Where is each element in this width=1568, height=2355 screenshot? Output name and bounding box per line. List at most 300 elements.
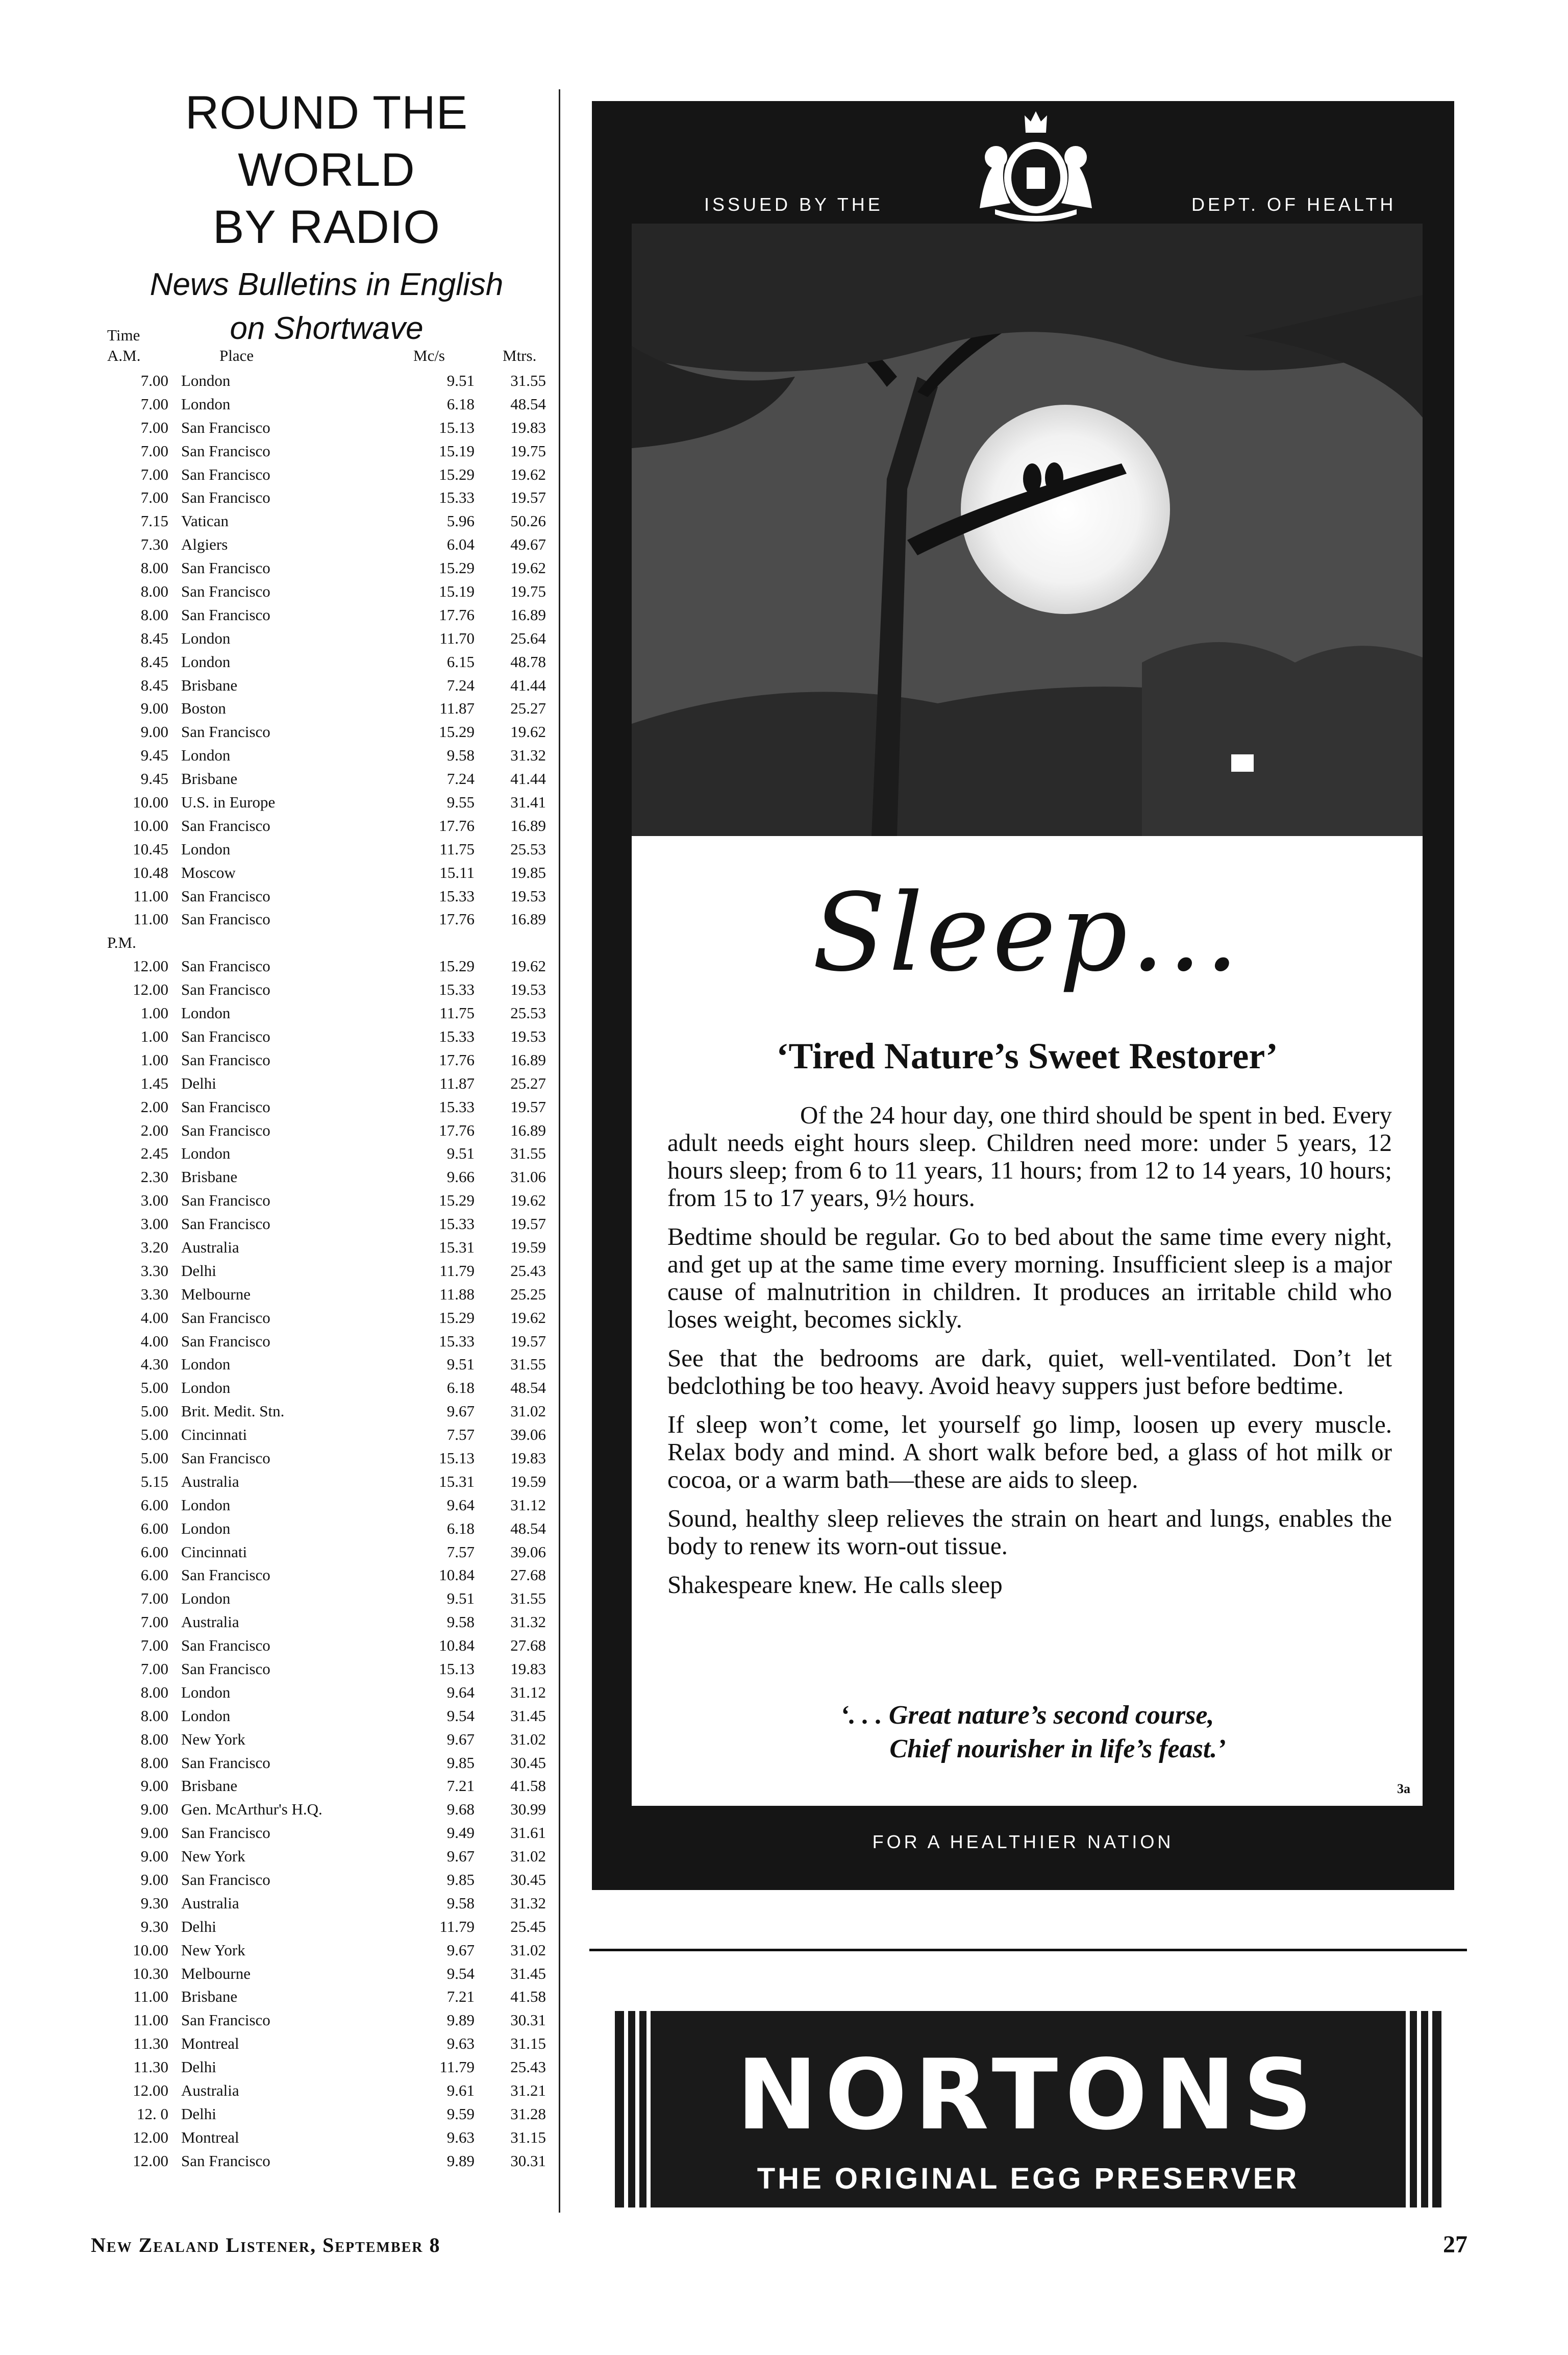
mtrs-cell: 31.02 [510,1402,546,1420]
mcs-cell: 11.70 [439,629,475,647]
time-cell: 10.00 [133,1941,168,1959]
mcs-cell: 9.68 [446,1800,475,1819]
time-cell: 5.15 [140,1472,168,1490]
place-cell: New York [181,1847,245,1866]
mcs-cell: 9.54 [446,1706,475,1725]
nortons-advert [615,2011,1441,2207]
mtrs-cell: 19.62 [510,1308,546,1327]
mtrs-cell: 31.45 [510,1706,546,1725]
table-row [107,2055,551,2079]
place-cell: San Francisco [181,1332,270,1350]
page-number: 27 [1443,2231,1467,2258]
mtrs-cell: 16.89 [510,605,546,624]
mtrs-cell: 19.53 [510,1027,546,1045]
paragraph: See that the bedrooms are dark, quiet, well-ventilated. Don’t let bedclothing be too heavy. Avoid heavy suppers just before bedtime. [667,1344,1392,1400]
place-cell: Delhi [181,2104,216,2123]
table-row [107,1704,551,1728]
mtrs-header: Mtrs. [503,347,537,364]
table-row [107,1634,551,1657]
mcs-header: Mc/s [413,347,445,364]
place-cell: Delhi [181,1261,216,1280]
nortons-brand: NORTONS [736,2039,1320,2151]
mtrs-cell: 19.57 [510,1215,546,1233]
mtrs-cell: 19.57 [510,488,546,507]
time-cell: 5.00 [140,1379,168,1397]
time-cell: 2.30 [140,1168,168,1186]
time-cell: 5.00 [140,1449,168,1467]
time-cell: 5.00 [140,1402,168,1420]
mtrs-cell: 19.85 [510,863,546,881]
place-cell: U.S. in Europe [181,793,276,812]
mcs-cell: 9.85 [446,1871,475,1888]
mcs-cell: 15.13 [439,1449,475,1467]
paragraph: Shakespeare knew. He calls sleep [667,1571,1003,1599]
mcs-cell: 15.29 [439,559,475,577]
mtrs-cell: 19.75 [510,582,546,601]
table-row [107,1048,551,1072]
mcs-cell: 9.67 [446,1847,475,1866]
mtrs-cell: 31.61 [510,1824,546,1842]
place-cell: New York [181,1730,245,1748]
time-cell: 12. 0 [137,2104,168,2123]
place-cell: San Francisco [181,1753,270,1772]
time-cell: 8.00 [140,1706,168,1725]
time-cell: 9.00 [140,1847,168,1866]
page-title-line2: BY RADIO [213,201,440,253]
table-row [107,1798,551,1821]
place-cell: Gen. McArthur's H.Q. [181,1800,322,1819]
table-row [107,1868,551,1892]
advert-code: 3a [1397,1781,1410,1796]
mtrs-cell: 31.55 [510,1355,546,1373]
mtrs-cell: 31.02 [510,1941,546,1959]
table-row [107,1025,551,1048]
table-row [107,650,551,674]
mcs-cell: 15.33 [439,887,475,905]
mcs-cell: 17.76 [439,1121,475,1139]
place-cell: San Francisco [181,582,270,601]
mtrs-cell: 30.31 [510,2151,546,2170]
mtrs-cell: 30.31 [510,2011,546,2029]
mtrs-cell: 41.44 [510,770,546,788]
column-divider [559,89,560,2213]
mtrs-cell: 16.89 [510,910,546,928]
table-row [107,1821,551,1845]
paragraph: Of the 24 hour day, one third should be spent in bed. Every adult needs eight hours sleep. Children need more: under 5 years, 12 hours sleep; from 6 to 11 years, 11 hours; from 12 to 14 years, 10 hours; from 15 to 17 years, 9½ hours. [667,1101,1392,1212]
place-cell: San Francisco [181,1050,270,1069]
time-cell: 7.15 [140,512,168,530]
time-cell: 9.45 [140,746,168,765]
mcs-cell: 17.76 [439,1050,475,1069]
place-cell: San Francisco [181,418,270,436]
mcs-cell: 7.21 [446,1988,475,2006]
time-cell: 10.48 [133,863,168,881]
place-cell: New York [181,1941,245,1959]
place-header: Place [219,347,254,364]
time-cell: 9.00 [140,1824,168,1842]
mcs-cell: 15.29 [439,1308,475,1327]
mtrs-cell: 25.64 [510,629,546,647]
place-cell: Brisbane [181,1777,238,1795]
mcs-cell: 15.13 [439,418,475,436]
royal-coat-of-arms-icon [929,101,1143,224]
mtrs-cell: 39.06 [510,1426,546,1444]
table-row [107,627,551,650]
mtrs-cell: 31.32 [510,746,546,765]
time-cell: 8.00 [140,559,168,577]
time-cell: 6.00 [140,1519,168,1537]
mcs-cell: 6.15 [446,652,475,671]
time-cell: 2.45 [140,1144,168,1163]
mcs-cell: 9.64 [446,1683,475,1701]
table-row [107,1774,551,1798]
place-cell: Brisbane [181,676,238,694]
time-cell: 9.00 [140,1800,168,1819]
mcs-cell: 9.61 [446,2081,475,2100]
mtrs-cell: 19.62 [510,723,546,741]
mcs-cell: 11.87 [439,1074,475,1092]
place-cell: London [181,840,231,858]
time-cell: 8.45 [140,676,168,694]
table-row [107,1845,551,1868]
time-cell: 9.30 [140,1917,168,1935]
time-cell: 7.00 [140,465,168,483]
mcs-cell: 9.67 [446,1402,475,1420]
table-row [107,1165,551,1189]
mtrs-cell: 31.32 [510,1894,546,1912]
mtrs-cell: 31.15 [510,2034,546,2053]
time-cell: 12.00 [133,2081,168,2100]
place-cell: San Francisco [181,1871,270,1888]
mtrs-cell: 31.55 [510,1144,546,1163]
place-cell: San Francisco [181,957,270,975]
mcs-cell: 6.18 [446,1519,475,1537]
time-cell: 11.00 [133,887,168,905]
time-cell: 5.00 [140,1426,168,1444]
table-row [107,861,551,885]
time-cell: 11.30 [133,2058,168,2076]
sleep-headline: Sleep... [812,870,1242,995]
time-cell: 8.00 [140,605,168,624]
place-cell: London [181,1144,231,1163]
table-row [107,744,551,767]
table-row [107,1493,551,1517]
mcs-cell: 9.89 [446,2011,475,2029]
mcs-cell: 15.13 [439,1659,475,1678]
place-cell: San Francisco [181,1121,270,1139]
time-column-label: Time [107,326,140,344]
time-cell: 8.45 [140,652,168,671]
mcs-cell: 15.33 [439,1332,475,1350]
mcs-cell: 15.31 [439,1238,475,1256]
table-row [107,1330,551,1353]
place-cell: Delhi [181,1074,216,1092]
table-row [107,1892,551,1915]
time-cell: 10.00 [133,816,168,835]
mcs-cell: 15.29 [439,1191,475,1210]
mcs-cell: 17.76 [439,910,475,928]
mcs-cell: 9.66 [446,1168,475,1186]
table-row [107,907,551,931]
mcs-cell: 11.79 [439,1261,475,1280]
mtrs-cell: 19.62 [510,957,546,975]
mtrs-cell: 31.55 [510,372,546,389]
mtrs-cell: 31.55 [510,1589,546,1608]
mtrs-cell: 19.75 [510,441,546,460]
table-row [107,2032,551,2055]
table-row [107,720,551,744]
mcs-cell: 9.55 [446,793,475,812]
pm-label: P.M. [107,934,136,952]
mtrs-cell: 41.44 [510,676,546,694]
mcs-cell: 15.29 [439,723,475,741]
table-row [107,2126,551,2149]
time-cell: 12.00 [133,2151,168,2170]
mtrs-cell: 19.59 [510,1238,546,1256]
place-cell: Montreal [181,2034,239,2053]
table-row [107,1962,551,1985]
moonlit-tree-illustration [632,224,1423,836]
mcs-cell: 11.79 [439,1917,475,1935]
place-cell: Brisbane [181,770,238,788]
mtrs-cell: 30.99 [510,1800,546,1819]
mcs-cell: 6.04 [446,535,475,554]
mtrs-cell: 19.83 [510,1449,546,1467]
place-cell: Australia [181,1613,239,1631]
place-cell: San Francisco [181,1308,270,1327]
am-schedule-rows [107,369,551,931]
mtrs-cell: 25.45 [510,1917,546,1935]
mcs-cell: 11.87 [439,699,475,718]
mcs-cell: 10.84 [439,1636,475,1655]
mcs-cell: 9.51 [446,1355,475,1373]
mcs-cell: 15.33 [439,1027,475,1045]
mtrs-cell: 19.53 [510,980,546,999]
time-cell: 4.00 [140,1308,168,1327]
time-cell: 9.45 [140,770,168,788]
time-cell: 11.00 [133,2011,168,2029]
mcs-cell: 9.63 [446,2034,475,2053]
table-row [107,1376,551,1400]
subtitle-line2: on Shortwave [230,311,424,346]
time-cell: 7.00 [140,1613,168,1631]
mtrs-cell: 31.21 [510,2081,546,2100]
mtrs-cell: 19.83 [510,418,546,436]
table-row [107,393,551,416]
place-cell: San Francisco [181,559,270,577]
quote-line-1: ‘. . . Great nature’s second course, [840,1701,1214,1730]
mtrs-cell: 48.78 [510,652,546,671]
mtrs-cell: 31.12 [510,1683,546,1701]
place-cell: San Francisco [181,605,270,624]
place-cell: Australia [181,1894,239,1912]
place-cell: London [181,746,231,765]
table-row [107,1563,551,1587]
table-row [107,1306,551,1330]
am-label: A.M. [107,347,141,364]
time-cell: 8.00 [140,582,168,601]
place-cell: London [181,1355,231,1373]
table-row [107,1095,551,1119]
broadcast-schedule-table [107,324,551,2173]
table-row [107,1423,551,1446]
place-cell: Cincinnati [181,1426,247,1444]
time-cell: 6.00 [140,1542,168,1561]
table-row [107,439,551,463]
place-cell: San Francisco [181,1097,270,1116]
place-cell: London [181,629,231,647]
issued-by-text: ISSUED BY THE [704,194,883,215]
time-cell: 6.00 [140,1495,168,1514]
table-row [107,1212,551,1236]
place-cell: San Francisco [181,488,270,507]
place-cell: London [181,1004,231,1022]
mcs-cell: 15.31 [439,1472,475,1490]
table-row [107,556,551,580]
mcs-cell: 15.33 [439,1097,475,1116]
health-department-advert [592,101,1454,1890]
place-cell: Delhi [181,1917,216,1935]
time-cell: 3.30 [140,1285,168,1303]
table-row [107,814,551,838]
table-row [107,791,551,814]
mcs-cell: 6.18 [446,1379,475,1397]
mcs-cell: 9.67 [446,1941,475,1959]
time-cell: 1.00 [140,1027,168,1045]
mtrs-cell: 30.45 [510,1753,546,1772]
time-cell: 8.00 [140,1753,168,1772]
place-cell: Australia [181,1238,239,1256]
table-row [107,533,551,556]
place-cell: San Francisco [181,465,270,483]
time-cell: 11.00 [133,1988,168,2006]
table-row [107,2149,551,2173]
paragraph: If sleep won’t come, let yourself go limp, loosen up every muscle. Relax body and mind. A short walk before bed, a glass of hot milk or cocoa, or a warm bath—these are aids to sleep. [667,1410,1392,1493]
place-cell: San Francisco [181,980,270,999]
table-row [107,1728,551,1751]
table-row [107,1353,551,1376]
publication-footer: New Zealand Listener, September 8 [91,2234,441,2256]
table-row [107,1446,551,1470]
table-row [107,1001,551,1025]
mtrs-cell: 25.43 [510,1261,546,1280]
place-cell: San Francisco [181,1824,270,1842]
mtrs-cell: 16.89 [510,1050,546,1069]
mcs-cell: 7.57 [446,1426,475,1444]
place-cell: San Francisco [181,1215,270,1233]
table-row [107,1587,551,1610]
mtrs-cell: 31.41 [510,793,546,812]
time-cell: 8.45 [140,629,168,647]
time-cell: 12.00 [133,980,168,999]
time-cell: 9.00 [140,1777,168,1795]
time-cell: 3.30 [140,1261,168,1280]
mcs-cell: 11.79 [439,2058,475,2076]
mtrs-cell: 49.67 [510,535,546,554]
place-cell: London [181,1495,231,1514]
mcs-cell: 11.75 [439,840,475,858]
time-cell: 4.00 [140,1332,168,1350]
pm-schedule-rows [107,954,551,2172]
mcs-cell: 9.54 [446,1964,475,1982]
place-cell: Montreal [181,2128,239,2146]
table-row [107,1283,551,1306]
table-row [107,580,551,603]
place-cell: San Francisco [181,723,270,741]
advert-panel [632,224,1423,1806]
time-cell: 7.00 [140,418,168,436]
mtrs-cell: 19.57 [510,1097,546,1116]
time-cell: 12.00 [133,957,168,975]
place-cell: San Francisco [181,441,270,460]
mcs-cell: 9.58 [446,746,475,765]
table-row [107,1119,551,1142]
table-row [107,1657,551,1681]
mcs-cell: 9.67 [446,1730,475,1748]
mcs-cell: 9.58 [446,1894,475,1912]
mtrs-cell: 19.62 [510,1191,546,1210]
table-row [107,509,551,533]
mtrs-cell: 25.27 [510,699,546,718]
mtrs-cell: 31.45 [510,1964,546,1982]
time-cell: 7.30 [140,535,168,554]
table-header-row [107,347,551,369]
mcs-cell: 17.76 [439,605,475,624]
advert-body-text [667,1101,1392,1610]
subtitle-line1: News Bulletins in English [150,267,504,302]
mcs-cell: 17.76 [439,816,475,835]
mtrs-cell: 31.28 [510,2104,546,2123]
table-row [107,767,551,791]
table-row [107,697,551,720]
place-cell: Brisbane [181,1168,238,1186]
mcs-cell: 15.19 [439,441,475,460]
place-cell: Brit. Medit. Stn. [181,1402,285,1420]
radio-schedule-heading [102,84,551,351]
quote-line-2: Chief nourisher in life’s feast.’ [889,1734,1226,1763]
table-row [107,1985,551,2008]
advert-header [592,101,1454,224]
place-cell: London [181,652,231,671]
mtrs-cell: 41.58 [510,1988,546,2006]
mtrs-cell: 39.06 [510,1542,546,1561]
mtrs-cell: 19.62 [510,465,546,483]
table-row [107,1189,551,1212]
time-cell: 7.00 [140,372,168,389]
time-cell: 3.20 [140,1238,168,1256]
time-cell: 1.45 [140,1074,168,1092]
table-row [107,1236,551,1259]
mcs-cell: 9.59 [446,2104,475,2123]
time-cell: 9.00 [140,1871,168,1888]
mtrs-cell: 25.25 [510,1285,546,1303]
place-cell: London [181,1519,231,1537]
time-cell: 10.30 [133,1964,168,1982]
time-cell: 7.00 [140,1636,168,1655]
time-cell: 10.00 [133,793,168,812]
dept-of-health-text: DEPT. OF HEALTH [1191,194,1397,215]
mcs-cell: 9.64 [446,1495,475,1514]
time-cell: 4.30 [140,1355,168,1373]
mcs-cell: 15.33 [439,980,475,999]
mcs-cell: 15.33 [439,488,475,507]
mtrs-cell: 25.27 [510,1074,546,1092]
mcs-cell: 7.24 [446,770,475,788]
time-cell: 12.00 [133,2128,168,2146]
mcs-cell: 9.58 [446,1613,475,1631]
time-cell: 11.00 [133,910,168,928]
table-row [107,1540,551,1564]
